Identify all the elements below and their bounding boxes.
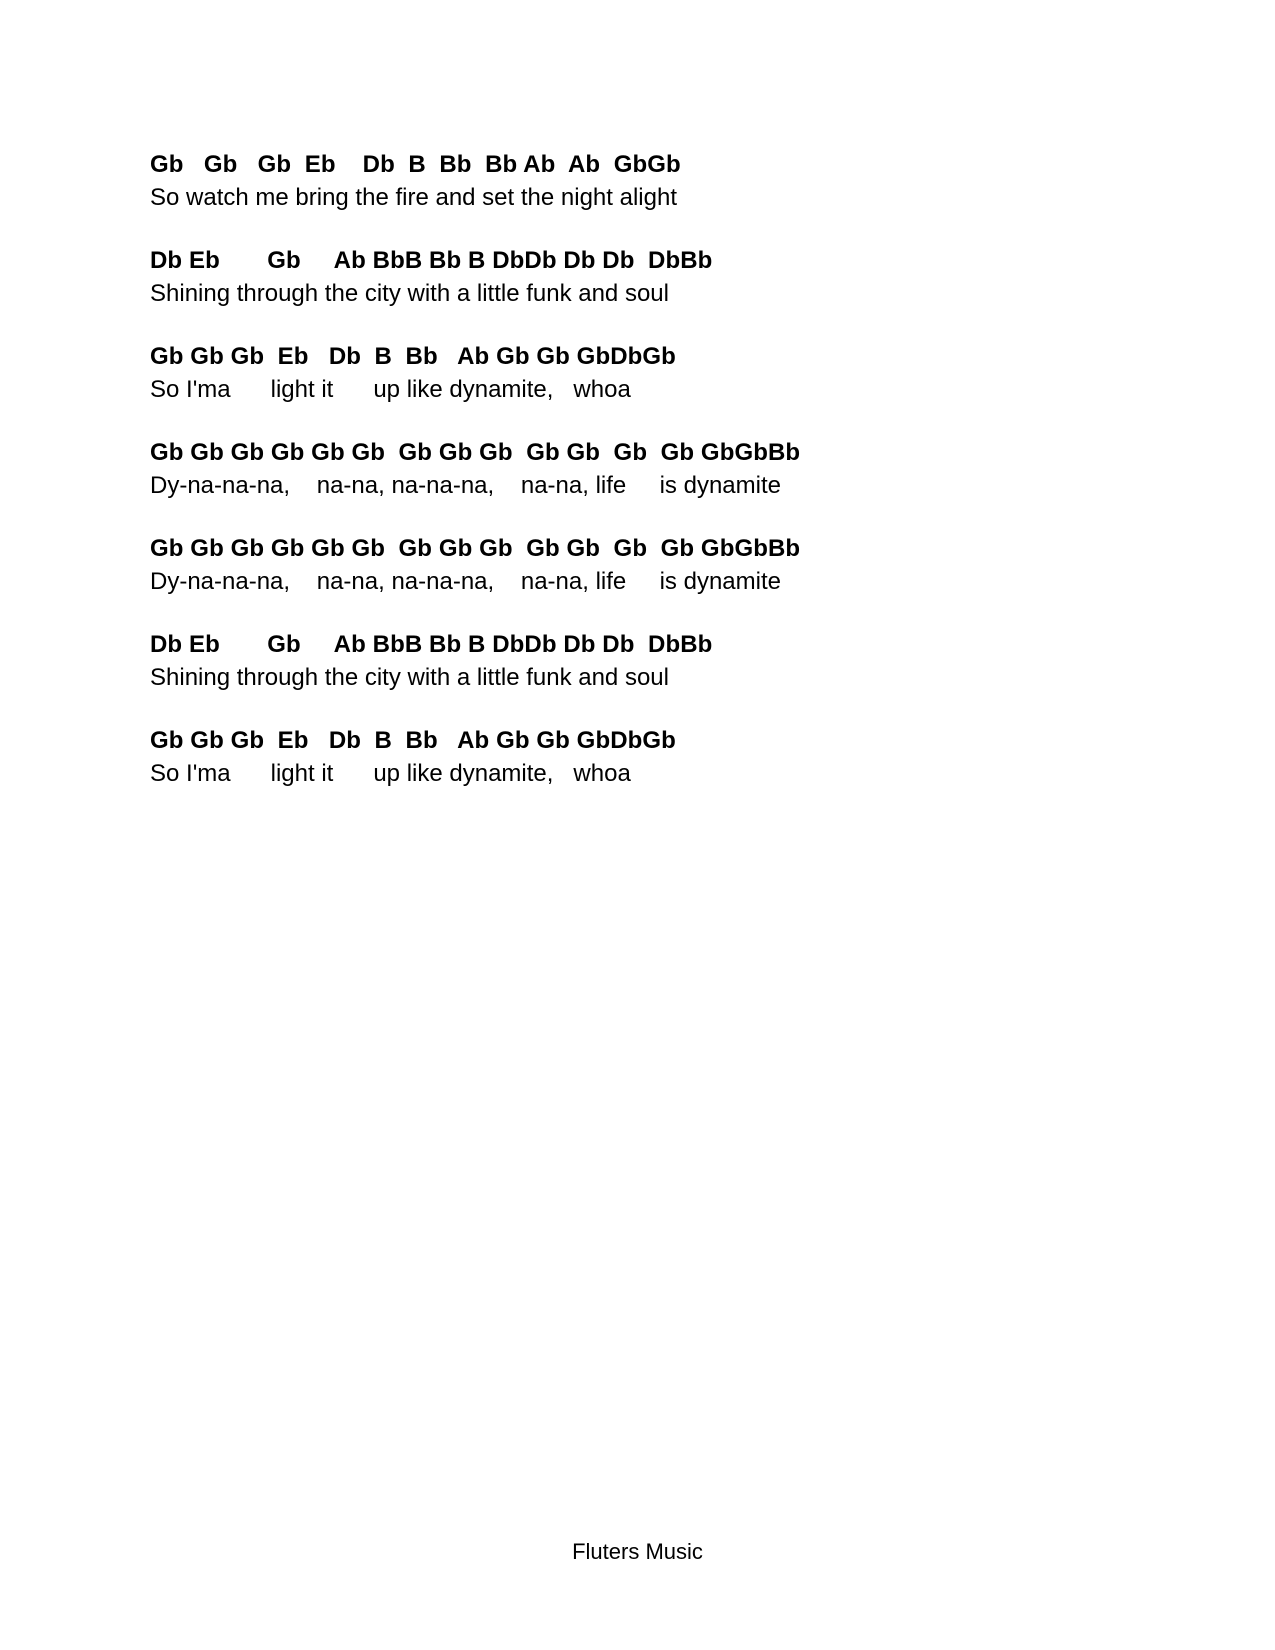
footer-credit: Fluters Music bbox=[572, 1539, 703, 1564]
stanza bbox=[150, 340, 1150, 406]
song-sheet bbox=[150, 148, 1150, 820]
lyric-line: So I'ma light it up like dynamite, whoa bbox=[150, 376, 631, 403]
lyric-line: So watch me bring the fire and set the night alight bbox=[150, 184, 677, 211]
note-line: Gb Gb Gb Eb Db B Bb Ab Gb Gb GbDbGb bbox=[150, 727, 676, 754]
note-line: Db Eb Gb Ab BbB Bb B DbDb Db Db DbBb bbox=[150, 247, 713, 274]
stanza bbox=[150, 436, 1150, 502]
note-line: Gb Gb Gb Eb Db B Bb Bb Ab Ab GbGb bbox=[150, 151, 681, 178]
note-line: Gb Gb Gb Gb Gb Gb Gb Gb Gb Gb Gb Gb Gb GbGbBb bbox=[150, 439, 801, 466]
note-line: Gb Gb Gb Gb Gb Gb Gb Gb Gb Gb Gb Gb Gb GbGbBb bbox=[150, 535, 801, 562]
stanza bbox=[150, 148, 1150, 214]
lyric-line: So I'ma light it up like dynamite, whoa bbox=[150, 760, 631, 787]
stanza bbox=[150, 244, 1150, 310]
lyric-line: Dy-na-na-na, na-na, na-na-na, na-na, life is dynamite bbox=[150, 472, 781, 499]
stanza bbox=[150, 532, 1150, 598]
stanza bbox=[150, 724, 1150, 790]
lyric-line: Dy-na-na-na, na-na, na-na-na, na-na, life is dynamite bbox=[150, 568, 781, 595]
note-line: Db Eb Gb Ab BbB Bb B DbDb Db Db DbBb bbox=[150, 631, 713, 658]
lyric-line: Shining through the city with a little funk and soul bbox=[150, 280, 669, 307]
note-line: Gb Gb Gb Eb Db B Bb Ab Gb Gb GbDbGb bbox=[150, 343, 676, 370]
stanza bbox=[150, 628, 1150, 694]
lyric-line: Shining through the city with a little funk and soul bbox=[150, 664, 669, 691]
